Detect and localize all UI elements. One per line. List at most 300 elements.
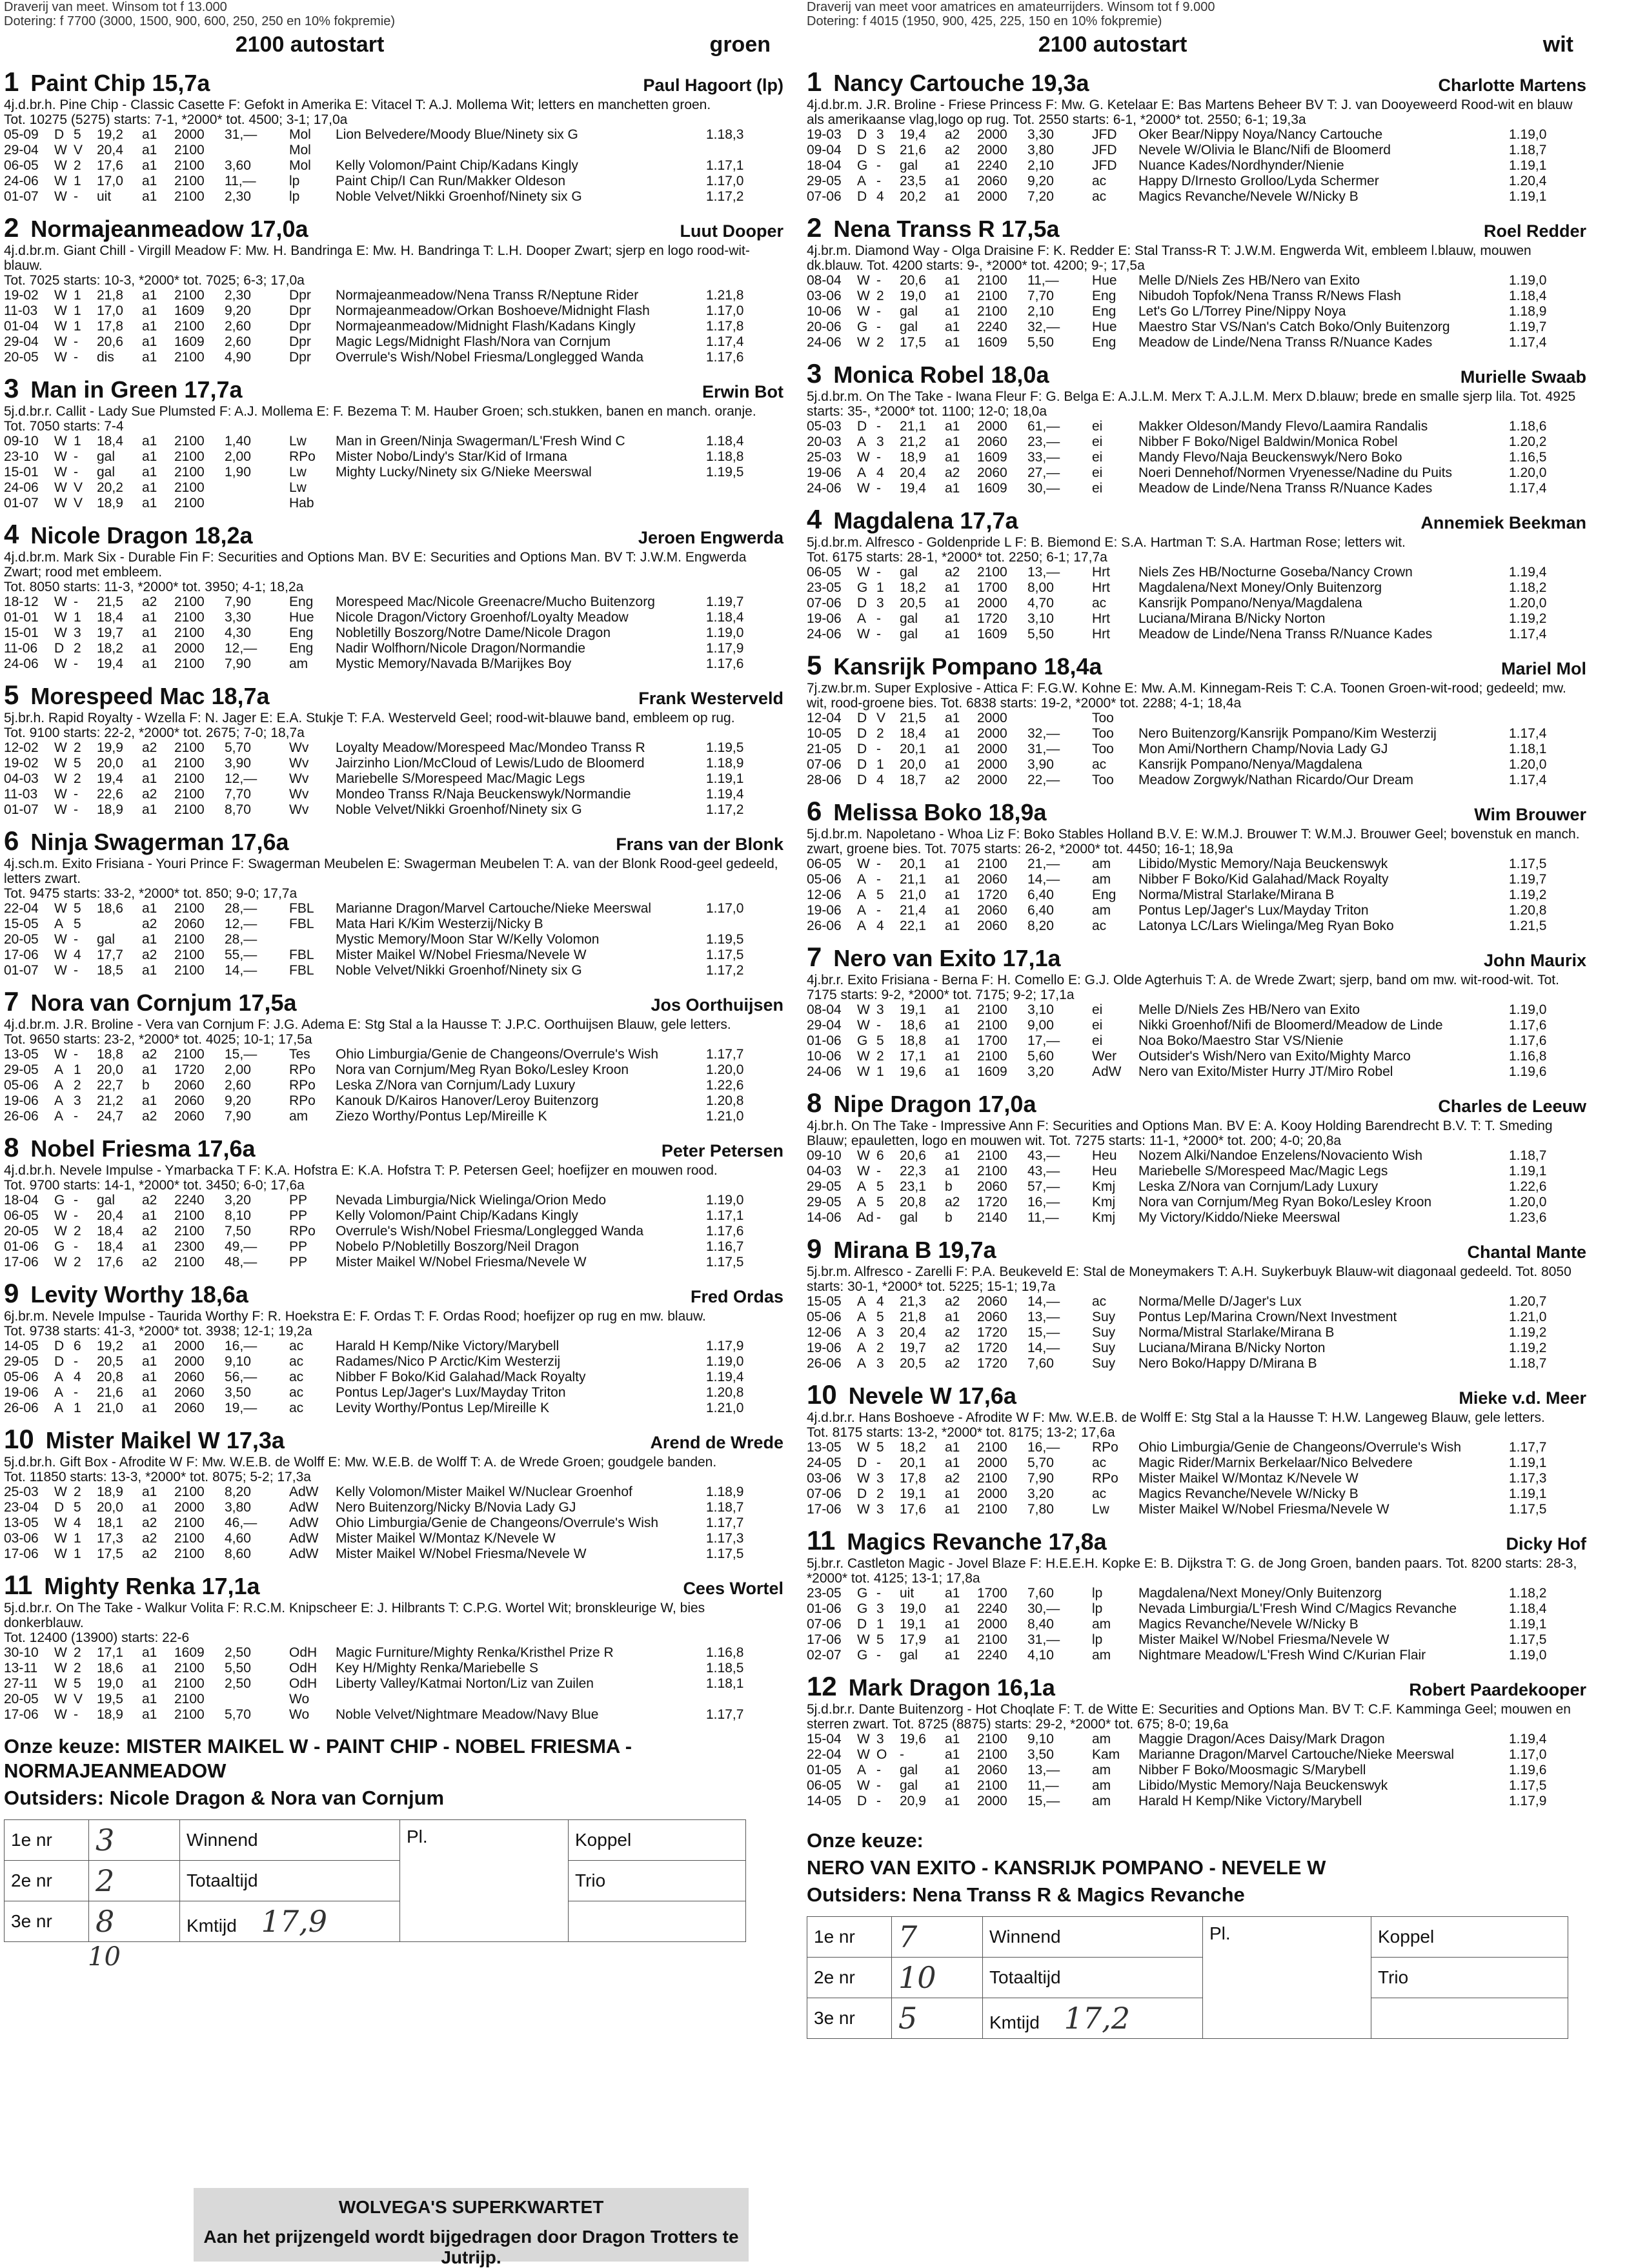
past-race-cell: Nevada Limburgia/L'Fresh Wind C/Magics Revanche [1138, 1601, 1457, 1616]
past-race-cell: G [857, 1601, 868, 1616]
past-race-cell: 1.16,8 [706, 1645, 744, 1660]
past-race-cell: W [857, 335, 870, 350]
past-race-row [4, 625, 783, 641]
past-race-cell: 03-06 [807, 1471, 842, 1486]
driver-name: Jeroen Engwerda [638, 528, 783, 547]
past-race-cell: a1 [945, 711, 960, 725]
past-race-cell: AdW [289, 1500, 319, 1515]
past-race-row [4, 1193, 783, 1208]
past-race-cell: 19,5 [97, 1692, 123, 1706]
past-race-cell: 11,— [1027, 273, 1059, 288]
past-race-cell: Ohio Limburgia/Genie de Changeons/Overrule's Wish [1138, 1440, 1462, 1455]
past-race-cell: Nibber F Boko/Nigel Baldwin/Monica Robel [1138, 434, 1398, 449]
past-race-cell: Pontus Lep/Jager's Lux/Mayday Triton [336, 1385, 566, 1400]
past-race-cell: 13,— [1027, 1310, 1060, 1324]
past-race-cell: A [857, 918, 867, 933]
past-race-cell: Liberty Valley/Katmai Norton/Liz van Zuilen [336, 1676, 594, 1691]
past-race-cell: D [54, 1500, 65, 1515]
horse-name: Mark Dragon 16,1a [848, 1674, 1055, 1701]
past-race-cell: W [54, 1546, 67, 1561]
past-race-cell: 02-07 [807, 1648, 842, 1663]
past-race-cell: 19-06 [807, 611, 842, 626]
past-race-cell: 17-06 [4, 947, 39, 962]
past-race-cell: Paint Chip/I Can Run/Makker Oldeson [336, 174, 566, 188]
past-race-cell: a2 [142, 1224, 157, 1239]
past-race-cell: 1720 [977, 611, 1007, 626]
result-label: Kmtijd 17,2 [983, 1998, 1203, 2039]
past-race-cell: Let's Go L/Torrey Pine/Nippy Noya [1138, 304, 1346, 319]
past-race-cell: PP [289, 1208, 308, 1223]
past-race-cell: G [54, 1193, 65, 1208]
past-race-cell: 09-10 [807, 1148, 842, 1163]
past-race-cell: a1 [945, 189, 960, 204]
past-race-cell: - [876, 1794, 881, 1808]
past-race-cell: 23-10 [4, 449, 39, 464]
past-race-cell: a1 [142, 1062, 157, 1077]
past-race-cell: uit [97, 189, 112, 204]
past-race-cell: Noble Velvet/Nightmare Meadow/Navy Blue [336, 1707, 599, 1722]
past-race-cell: 43,— [1027, 1148, 1060, 1163]
past-race-cell: 2100 [174, 1692, 205, 1706]
driver-name: Arend de Wrede [650, 1433, 783, 1452]
past-race-cell: 24-06 [4, 480, 39, 495]
past-race-cell: Eng [1092, 887, 1117, 902]
past-race-cell: a1 [945, 856, 960, 871]
past-race-cell: Dpr [289, 334, 311, 349]
past-race-cell: 2100 [977, 856, 1007, 871]
past-race-cell: 2000 [977, 711, 1007, 725]
past-race-cell: am [289, 1109, 308, 1124]
past-race-cell: 17,5 [900, 335, 926, 350]
past-race-cell: a1 [945, 918, 960, 933]
horse-pedigree: 4j.d.br.h. Pine Chip - Classic Casette F: Gefokt in Amerika E: Vitacel T: A.J. Mollema Wit; letters en manchetten groen. [4, 97, 711, 112]
past-race-cell: a1 [945, 1018, 960, 1033]
past-race-cell: PP [289, 1255, 308, 1270]
horse-entry [4, 1570, 783, 1723]
past-race-cell: 2100 [174, 963, 205, 978]
past-race-cell: 4,90 [225, 350, 251, 365]
past-race-cell: Loyalty Meadow/Morespeed Mac/Mondeo Transs R [336, 740, 645, 755]
past-race-row [807, 1325, 1586, 1341]
horse-number: 9 [4, 1278, 19, 1308]
past-race-cell: 2100 [977, 1440, 1007, 1455]
past-race-cell: a2 [142, 1546, 157, 1561]
past-race-cell: A [54, 916, 64, 931]
past-race-cell: 18,8 [97, 1047, 123, 1062]
past-race-cell: 17,6 [97, 158, 123, 173]
past-race-cell: 2100 [174, 174, 205, 188]
past-race-cell: 23,5 [900, 174, 926, 188]
past-race-cell: 1.19,1 [706, 771, 744, 786]
past-race-cell: Nibber F Boko/Kid Galahad/Mack Royalty [1138, 872, 1389, 887]
past-race-cell: ac [1092, 1455, 1107, 1470]
horse-pedigree: 5j.d.br.m. On The Take - Iwana Fleur F: G. Belga E: A.J.L.M. Merx T: A.J.L.M. Merx D.blauw; brede en smalle sjerp lila. Tot. 4925 starts: 35-, *2000* tot. 1100; 12-0; 18,0a [807, 389, 1576, 419]
past-race-cell [706, 143, 783, 158]
past-race-cell: 18,9 [97, 802, 123, 817]
past-race-cell: 19,7 [97, 625, 123, 640]
past-race-cell: a1 [142, 1339, 157, 1353]
past-race-cell: 1.19,4 [1509, 1732, 1547, 1747]
past-race-cell: - [74, 963, 78, 978]
past-race-cell: 10-05 [807, 726, 842, 741]
result-label: Winnend [983, 1917, 1203, 1958]
past-race-row [4, 740, 783, 756]
past-race-cell: 09-10 [4, 434, 39, 449]
past-race-cell: 07-06 [807, 757, 842, 772]
past-race-cell: Mister Nobo/Lindy's Star/Kid of Irmana [336, 449, 567, 464]
past-race-cell: Marianne Dragon/Marvel Cartouche/Nieke Meerswal [1138, 1747, 1455, 1762]
past-race-cell: Overrule's Wish/Nobel Friesma/Longlegged Wanda [336, 350, 644, 365]
past-race-cell: Mister Maikel W/Montaz K/Nevele W [336, 1531, 556, 1546]
past-race-cell: 1.17,4 [1509, 726, 1547, 741]
past-race-cell: W [54, 189, 67, 204]
horse-number: 1 [807, 66, 822, 97]
past-race-cell: A [54, 1109, 64, 1124]
past-race-cell: 9,10 [1027, 1732, 1054, 1747]
driver-name: Robert Paardekooper [1409, 1680, 1586, 1699]
past-race-cell: ei [1092, 1018, 1103, 1033]
past-race-cell: W [54, 1645, 67, 1660]
past-race-cell: - [876, 450, 881, 465]
past-race-row [4, 449, 783, 465]
past-race-cell: A [857, 174, 867, 188]
horse-totals: Tot. 8175 starts: 13-2, *2000* tot. 8175; 13-2; 17,6a [807, 1425, 1115, 1440]
past-race-cell: 4,30 [225, 625, 251, 640]
past-race-cell: 22,3 [900, 1164, 926, 1179]
past-race-cell: 1.19,6 [1509, 1763, 1547, 1777]
past-race-cell: Kansrijk Pompano/Nenya/Magdalena [1138, 596, 1362, 611]
past-race-row [807, 580, 1586, 596]
horse-totals: Tot. 8050 starts: 11-3, *2000* tot. 3950; 4-1; 18,2a [4, 580, 304, 594]
past-race-cell: 17-06 [807, 1502, 842, 1517]
past-race-cell: Mariebelle S/Morespeed Mac/Magic Legs [336, 771, 585, 786]
past-race-cell: 12,— [225, 771, 258, 786]
past-race-cell: RPo [289, 1093, 316, 1108]
past-race-cell: 1.20,8 [706, 1093, 744, 1108]
past-race-cell: 18,4 [97, 434, 123, 449]
past-race-cell [706, 480, 783, 496]
past-race-cell: 2100 [977, 1732, 1007, 1747]
past-race-cell: a1 [142, 1707, 157, 1722]
past-race-cell: 5 [876, 1195, 884, 1210]
past-race-cell: 49,— [225, 1239, 258, 1254]
past-race-cell: 01-07 [4, 802, 39, 817]
horse-number: 9 [807, 1233, 822, 1264]
past-race-cell: 18,4 [900, 726, 926, 741]
result-label: Pl. [400, 1820, 569, 1942]
past-race-cell: 2,60 [225, 334, 251, 349]
past-race-cell: Nibudoh Topfok/Nena Transs R/News Flash [1138, 289, 1401, 303]
past-race-cell: 1 [74, 434, 81, 449]
past-race-cell: 1720 [977, 1341, 1007, 1355]
past-race-cell: am [1092, 1617, 1111, 1632]
past-race-cell: 1.20,0 [1509, 596, 1547, 611]
horse-totals: Tot. 11850 starts: 13-3, *2000* tot. 8075; 5-2; 17,3a [4, 1470, 311, 1484]
horse-pedigree: 7j.zw.br.m. Super Explosive - Attica F: F.G.W. Kohne E: Mw. A.M. Kinnegam-Reis T: C.A. Toonen Groen-wit-rood; gedeeld; mw. wit, rood-groene bies. Tot. 6838 starts: 19-2, *2000* tot. 2288; 4-1; 18,4a [807, 681, 1566, 711]
past-race-cell: 1 [876, 580, 884, 595]
horse-entry [807, 66, 1586, 205]
past-race-cell: Happy D/Irnesto Grolloo/Lyda Schermer [1138, 174, 1379, 188]
past-race-cell: - [876, 1778, 881, 1793]
past-race-cell: 15-04 [807, 1732, 842, 1747]
past-race-cell: 20-03 [807, 434, 842, 449]
past-race-cell: 3,30 [225, 610, 251, 625]
past-race-cell: 2 [876, 726, 884, 741]
driver-name: Mieke v.d. Meer [1459, 1388, 1586, 1408]
past-race-cell: 23,1 [900, 1179, 926, 1194]
past-race-cell: OdH [289, 1645, 318, 1660]
past-race-cell: Libido/Mystic Memory/Naja Beuckenswyk [1138, 856, 1388, 871]
past-race-cell: 3,60 [225, 158, 251, 173]
past-race-cell: - [876, 419, 881, 434]
past-race-cell: 2100 [977, 565, 1007, 580]
past-race-row [4, 916, 783, 932]
past-race-cell: 1.17,5 [1509, 1778, 1547, 1793]
past-race-cell: a1 [945, 1049, 960, 1064]
past-race-cell: Eng [1092, 304, 1117, 319]
past-race-cell: Normajeanmeadow/Nena Transs R/Neptune Rider [336, 288, 639, 303]
past-race-cell: a1 [945, 273, 960, 288]
past-race-cell: a2 [945, 1341, 960, 1355]
past-race-cell: 1.17,4 [706, 334, 744, 349]
past-race-cell: 20,1 [900, 742, 926, 756]
past-race-cell: - [74, 1354, 78, 1369]
past-race-cell: Nibber F Boko/Moosmagic S/Marybell [1138, 1763, 1366, 1777]
horse-name: Melissa Boko 18,9a [833, 799, 1047, 825]
past-race-cell: 30,— [1027, 1601, 1060, 1616]
past-race-cell: Nuance Kades/Nordhynder/Nienie [1138, 158, 1344, 173]
past-race-cell: 26-06 [807, 1356, 842, 1371]
past-race-cell: a1 [142, 174, 157, 188]
past-race-cell: 2100 [174, 319, 205, 334]
past-race-cell: a2 [142, 1515, 157, 1530]
past-race-cell: Mata Hari K/Kim Westerzij/Nicky B [336, 916, 543, 931]
past-race-cell: 1.19,0 [706, 625, 744, 640]
horse-entry [4, 373, 783, 511]
past-race-cell: 1.19,4 [706, 1370, 744, 1384]
past-race-cell: D [857, 1794, 867, 1808]
past-race-cell: 1700 [977, 580, 1007, 595]
past-race-cell: 4 [876, 189, 884, 204]
past-race-cell: A [857, 1195, 867, 1210]
past-race-cell: 2 [876, 1486, 884, 1501]
past-race-cell: W [54, 1208, 67, 1223]
past-race-cell: 14-06 [807, 1210, 842, 1225]
past-race-cell: 26-06 [807, 918, 842, 933]
horse-name: Morespeed Mac 18,7a [30, 683, 270, 709]
past-race-cell: 1.21,0 [706, 1109, 744, 1124]
horse-number: 5 [807, 650, 822, 680]
past-race-cell: Ziezo Worthy/Pontus Lep/Mireille K [336, 1109, 547, 1124]
past-race-cell: Nevada Limburgia/Nick Wielinga/Orion Medo [336, 1193, 607, 1208]
past-race-cell: 1.18,9 [706, 1484, 744, 1499]
past-race-row [807, 1778, 1586, 1794]
horse-totals: Tot. 10275 (5275) starts: 7-1, *2000* tot. 4500; 3-1; 17,0a [4, 112, 348, 127]
horse-pedigree: 5j.br.m. Alfresco - Zarelli F: P.A. Beukeveld E: Stal de Moneymakers T: A.H. Suykerbuyk Blauw-wit diagonaal gedeeld. Tot. 8050 starts: 30-1, *2000* tot. 5225; 15-1; 19,7a [807, 1264, 1571, 1294]
past-race-cell: 17-06 [4, 1707, 39, 1722]
past-race-cell: 19,0 [900, 289, 926, 303]
past-race-row [807, 1064, 1586, 1080]
past-race-cell: 2100 [174, 465, 205, 480]
past-race-cell: ac [1092, 189, 1107, 204]
past-race-cell: 11-03 [4, 787, 38, 802]
horse-pedigree: 5j.br.r. Castleton Magic - Jovel Blaze F: H.E.E.H. Kopke E: B. Dijkstra T: G. de Jong Groen, banden paars. Tot. 8200 starts: 28-3, *2000* tot. 4125; 13-1; 17,8a [807, 1556, 1577, 1586]
past-race-cell: Kmj [1092, 1179, 1116, 1194]
past-race-cell: 18,9 [900, 450, 926, 465]
our-choice: Onze keuze: MISTER MAIKEL W - PAINT CHIP - NOBEL FRIESMA - NORMAJEANMEADOW [4, 1735, 632, 1782]
past-race-row [807, 158, 1586, 174]
past-race-cell: 24-06 [807, 627, 842, 642]
past-race-cell: 32,— [1027, 319, 1060, 334]
past-race-cell [336, 480, 706, 496]
past-race-cell: 1720 [977, 1356, 1007, 1371]
race-color: wit [1542, 32, 1573, 57]
past-race-cell: 1.17,5 [1509, 1632, 1547, 1647]
horse-header [807, 1525, 1586, 1556]
past-race-cell: 2060 [977, 1763, 1007, 1777]
past-race-cell: 09-04 [807, 143, 842, 157]
past-race-cell: a2 [142, 1255, 157, 1270]
past-race-cell: Kmj [1092, 1210, 1116, 1225]
past-race-cell: a1 [945, 742, 960, 756]
past-race-cell [706, 1692, 783, 1707]
past-race-cell: - [876, 273, 881, 288]
past-race-cell: RPo [1092, 1440, 1118, 1455]
past-race-cell: - [876, 1586, 881, 1601]
past-race-cell: JFD [1092, 127, 1117, 142]
result-label: Totaaltijd [180, 1861, 400, 1901]
horse-pedigree: 4j.d.br.m. J.R. Broline - Vera van Cornjum F: J.G. Adema E: Stg Stal a la Hausse T: J.P.C. Oorthuijsen Blauw, gele letters. [4, 1017, 731, 1032]
past-race-cell: 29-05 [4, 1354, 39, 1369]
past-race-cell: O [876, 1747, 887, 1762]
past-race-cell: a1 [945, 580, 960, 595]
past-race-cell: a2 [142, 594, 157, 609]
past-race-cell: a1 [142, 1500, 157, 1515]
past-race-cell: W [857, 1632, 870, 1647]
past-race-cell: 4 [876, 773, 884, 787]
past-race-cell: 10-06 [807, 1049, 842, 1064]
past-race-row [807, 419, 1586, 434]
past-race-row [4, 1354, 783, 1370]
past-race-row [807, 450, 1586, 465]
past-race-cell: 11-03 [4, 303, 38, 318]
past-race-row [4, 1239, 783, 1255]
past-race-cell: 1 [74, 1531, 81, 1546]
past-race-row [4, 1370, 783, 1385]
past-race-cell: 07-06 [807, 596, 842, 611]
past-race-cell: 3 [74, 625, 81, 640]
past-race-cell: W [54, 143, 67, 157]
past-race-row [4, 901, 783, 916]
past-race-cell: 1 [74, 174, 81, 188]
past-race-row [4, 158, 783, 174]
past-race-cell: Nobelo P/Nobletilly Boszorg/Neil Dragon [336, 1239, 580, 1254]
past-race-cell: am [1092, 856, 1111, 871]
past-race-cell: Man in Green/Ninja Swagerman/L'Fresh Wind C [336, 434, 625, 449]
past-race-cell: S [876, 143, 886, 157]
past-race-cell: A [857, 434, 867, 449]
past-race-cell: Hrt [1092, 611, 1110, 626]
past-race-cell: 1.17,0 [706, 901, 744, 916]
past-race-cell: 20,0 [97, 756, 123, 771]
horse-totals: Tot. 7050 starts: 7-4 [4, 419, 124, 434]
past-race-cell: 1.17,9 [1509, 1794, 1547, 1808]
past-race-cell: 1.17,4 [1509, 481, 1547, 496]
past-race-cell: 1609 [977, 1064, 1007, 1079]
past-race-cell: 28,— [225, 932, 258, 947]
outsiders: Outsiders: Nicole Dragon & Nora van Cornjum [4, 1787, 445, 1809]
past-race-row [4, 1224, 783, 1239]
past-race-cell: 2000 [977, 596, 1007, 611]
past-race-cell: 3 [876, 1502, 884, 1517]
past-race-cell: 2100 [174, 449, 205, 464]
past-race-cell: a1 [945, 726, 960, 741]
past-race-row [807, 127, 1586, 143]
past-race-cell: Kelly Volomon/Paint Chip/Kadans Kingly [336, 1208, 578, 1223]
past-race-cell: Kmj [1092, 1195, 1116, 1210]
past-race-cell: FBL [289, 901, 314, 916]
result-label: 3e nr [5, 1901, 89, 1942]
past-race-cell: Lw [1092, 1502, 1109, 1517]
horse-name: Magics Revanche 17,8a [847, 1528, 1107, 1555]
past-race-cell: 1.16,5 [1509, 450, 1547, 465]
horse-name: Mirana B 19,7a [833, 1237, 996, 1263]
past-race-cell: 2,00 [225, 1062, 251, 1077]
horse-name: Mighty Renka 17,1a [44, 1573, 260, 1599]
past-race-cell: a1 [945, 1778, 960, 1793]
past-race-cell: a2 [142, 1047, 157, 1062]
past-race-cell: 1.17,1 [706, 1208, 744, 1223]
past-race-cell: 1 [74, 1546, 81, 1561]
past-race-cell: 20,5 [97, 1354, 123, 1369]
past-race-cell: 1.18,9 [1509, 304, 1547, 319]
past-race-cell: gal [97, 932, 116, 947]
past-race-cell: 14-05 [4, 1339, 39, 1353]
past-race-row [807, 903, 1586, 918]
past-race-cell: 1.22,6 [706, 1078, 744, 1093]
past-race-cell: 43,— [1027, 1164, 1060, 1179]
past-race-cell: Noeri Dennehof/Normen Vryenesse/Nadine du Puits [1138, 465, 1452, 480]
past-race-cell: Meadow Zorgwyk/Nathan Ricardo/Our Dream [1138, 773, 1413, 787]
past-race-row [4, 1208, 783, 1224]
past-race-cell: 19,1 [900, 1002, 926, 1017]
past-race-cell: a1 [945, 481, 960, 496]
past-race-cell: gal [900, 319, 918, 334]
past-race-cell: 20,6 [97, 334, 123, 349]
past-race-cell: 1.17,5 [1509, 1502, 1547, 1517]
past-race-row [4, 771, 783, 787]
past-race-cell: a1 [142, 1354, 157, 1369]
past-race-cell: W [54, 350, 67, 365]
past-race-cell: 19,0 [97, 1676, 123, 1691]
past-race-cell: 06-05 [4, 1208, 39, 1223]
past-race-cell: 1.18,4 [1509, 289, 1547, 303]
horse-header [807, 1088, 1586, 1119]
past-race-row [807, 1356, 1586, 1372]
past-race-cell: 17,0 [97, 174, 123, 188]
past-race-cell: Suy [1092, 1356, 1116, 1371]
past-race-cell: ei [1092, 419, 1103, 434]
past-race-cell: 20,8 [900, 1195, 926, 1210]
past-race-cell: 12-04 [807, 711, 842, 725]
past-race-cell: 1.18,9 [706, 756, 744, 771]
past-race-row [807, 1195, 1586, 1210]
past-race-cell: 1609 [174, 303, 205, 318]
past-race-cell: 5 [876, 1033, 884, 1048]
past-race-cell: D [54, 1354, 65, 1369]
past-race-cell: a1 [945, 158, 960, 173]
past-race-cell: a2 [142, 947, 157, 962]
